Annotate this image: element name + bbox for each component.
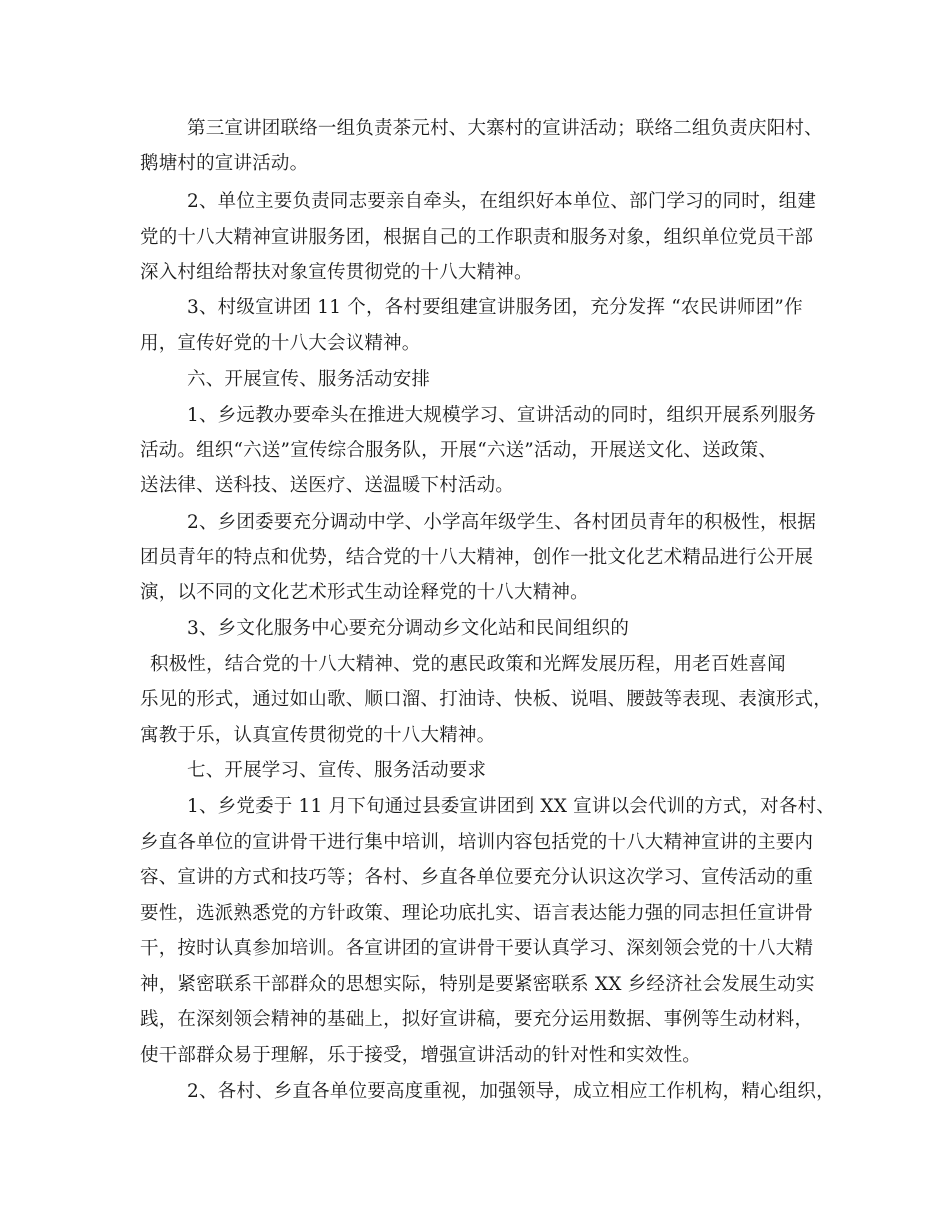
section-heading: 六、开展宣传、服务活动安排 <box>187 369 431 390</box>
text-line: 积极性，结合党的十八大精神、党的惠民政策和光辉发展历程，用老百姓喜闻 <box>150 654 786 675</box>
text-line: 送法律、送科技、送医疗、送温暖下村活动。 <box>140 475 515 496</box>
text-line: 演，以不同的文化艺术形式生动诠释党的十八大精神。 <box>140 582 589 603</box>
text-line: 党的十八大精神宣讲服务团，根据自己的工作职责和服务对象，组织单位党员干部 <box>140 227 814 248</box>
text-line: 2、各村、乡直各单位要高度重视，加强领导，成立相应工作机构，精心组织， <box>187 1081 835 1102</box>
text-line: 1、乡党委于 11 月下旬通过县委宣讲团到 XX 宣讲以会代训的方式，对各村、 <box>187 796 835 817</box>
text-line: 神，紧密联系干部群众的思想实际，特别是要紧密联系 XX 乡经济社会发展生动实 <box>140 974 815 995</box>
text-line: 乡直各单位的宣讲骨干进行集中培训，培训内容包括党的十八大精神宣讲的主要内 <box>140 832 814 853</box>
text-line: 第三宣讲团联络一组负责茶元村、大寨村的宣讲活动；联络二组负责庆阳村、 <box>187 118 823 139</box>
text-line: 容、宣讲的方式和技巧等；各村、乡直各单位要充分认识这次学习、宣传活动的重 <box>140 867 814 888</box>
text-line: 团员青年的特点和优势，结合党的十八大精神，创作一批文化艺术精品进行公开展 <box>140 547 814 568</box>
text-line: 使干部群众易于理解，乐于接受，增强宣讲活动的针对性和实效性。 <box>140 1045 702 1066</box>
text-line: 寓教于乐，认真宣传贯彻党的十八大精神。 <box>140 725 496 746</box>
text-line: 3、乡文化服务中心要充分调动乡文化站和民间组织的 <box>187 618 630 639</box>
text-line: 鹅塘村的宣讲活动。 <box>140 153 309 174</box>
text-line: 深入村组给帮扶对象宣传贯彻党的十八大精神。 <box>140 262 533 283</box>
text-line: 乐见的形式，通过如山歌、顺口溜、打油诗、快板、说唱、腰鼓等表现、表演形式， <box>140 689 832 710</box>
text-line: 3、村级宣讲团 11 个，各村要组建宣讲服务团，充分发挥 “农民讲师团”作 <box>187 297 803 318</box>
text-line: 用，宣传好党的十八大会议精神。 <box>140 333 421 354</box>
text-line: 践，在深刻领会精神的基础上，拟好宣讲稿，要充分运用数据、事例等生动材料， <box>140 1009 814 1030</box>
text-line: 1、乡远教办要牵头在推进大规模学习、宣讲活动的同时，组织开展系列服务 <box>187 405 817 426</box>
section-heading: 七、开展学习、宣传、服务活动要求 <box>187 760 487 781</box>
text-line: 活动。组织“六送”宣传综合服务队，开展“六送”活动，开展送文化、送政策、 <box>140 440 778 461</box>
text-line: 要性，选派熟悉党的方针政策、理论功底扎实、语言表达能力强的同志担任宣讲骨 <box>140 903 814 924</box>
text-line: 2、单位主要负责同志要亲自牵头，在组织好本单位、部门学习的同时，组建 <box>187 191 817 212</box>
text-line: 干，按时认真参加培训。各宣讲团的宣讲骨干要认真学习、深刻领会党的十八大精 <box>140 938 814 959</box>
text-line: 2、乡团委要充分调动中学、小学高年级学生、各村团员青年的积极性，根据 <box>187 512 817 533</box>
